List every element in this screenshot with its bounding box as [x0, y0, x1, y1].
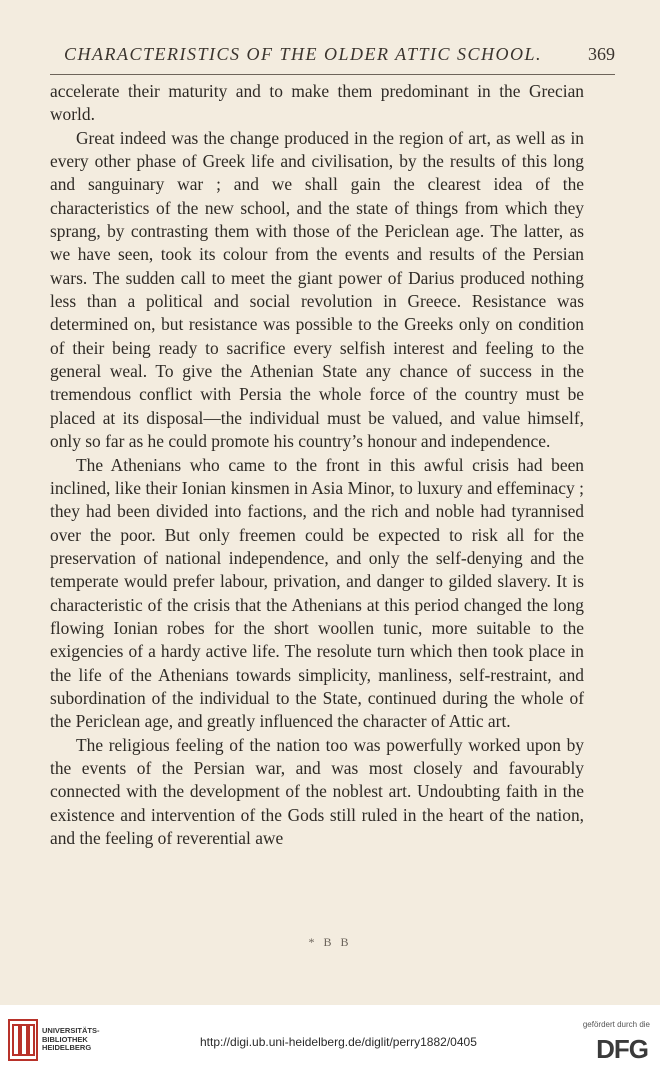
paragraph-2: Great indeed was the change produced in the region of art, as well as in every other phase of Greek life and civilisation, by the results of this long and sanguinary war ; and we shall gain the clearest idea of the characteristics of the new school, and the state of things from which they sprang, by contrasting them with those of the Periclean age. The latter, as we have seen, took its colour from the events and results of the Persian wars. The sudden call to meet the giant power of Darius produced nothing less than a political and social revolution in Greece. Resistance was determined on, but resistance was possible to the Greeks only on condition of their being ready to sacrifice every selfish interest and feeling to the general weal. To give the Athenian State any chance of success in the tremendous conflict with Persia the whole force of the country must be placed at its disposal—the individual must be valued, and value himself, only so far as he could promote his country’s honour and independence. [50, 127, 584, 452]
paragraph-4: The religious feeling of the nation too was powerfully worked upon by the events of the Persian war, and was most closely and favourably connected with the development of the noblest art. Undoubting faith in the existence and intervention of the Gods still ruled in the heart of the nation, and the feeling of reverential awe [50, 734, 584, 848]
page-number: 369 [588, 44, 615, 64]
paragraph-1: accelerate their maturity and to make them predominant in the Grecian world. [50, 81, 584, 125]
source-url-link[interactable]: http://digi.ub.uni-heidelberg.de/diglit/perry1882/0405 [200, 1035, 477, 1049]
signature-mark: * B B [308, 935, 352, 949]
body-text [50, 80, 584, 850]
university-seal-icon [8, 1019, 38, 1061]
digitization-footer [0, 1005, 660, 1067]
library-line: BIBLIOTHEK [42, 1034, 88, 1044]
library-name [42, 1027, 100, 1053]
paragraph-3: The Athenians who came to the front in this awful crisis had been inclined, like their Ionian kinsmen in Asia Minor, to luxury and effeminacy ; they had been divided into factions, and the rich and noble had tyrannised over the poor. But only freemen could be expected to risk all for the preservation of national independence, and only the self-denying and the temperate would prefer labour, privation, and danger to gilded slavery. It is characteristic of the crisis that the Athenians at this period changed the long flowing Ionian robes for the short woollen tunic, more suitable to the exigencies of a hardy active life. The resolute turn which then took place in the life of the Athenians towards simplicity, manliness, self-restraint, and subordination of the individual to the State, continued during the whole of the Periclean age, and greatly influenced the character of Attic art. [50, 454, 584, 732]
running-header [50, 38, 615, 75]
funding-label: gefördert durch die [582, 1020, 650, 1029]
running-title: CHARACTERISTICS OF THE OLDER ATTIC SCHOOL. [64, 44, 543, 64]
library-line: UNIVERSITÄTS- [42, 1026, 100, 1035]
dfg-logo: DFG [596, 1034, 648, 1064]
library-line: HEIDELBERG [42, 1043, 92, 1052]
